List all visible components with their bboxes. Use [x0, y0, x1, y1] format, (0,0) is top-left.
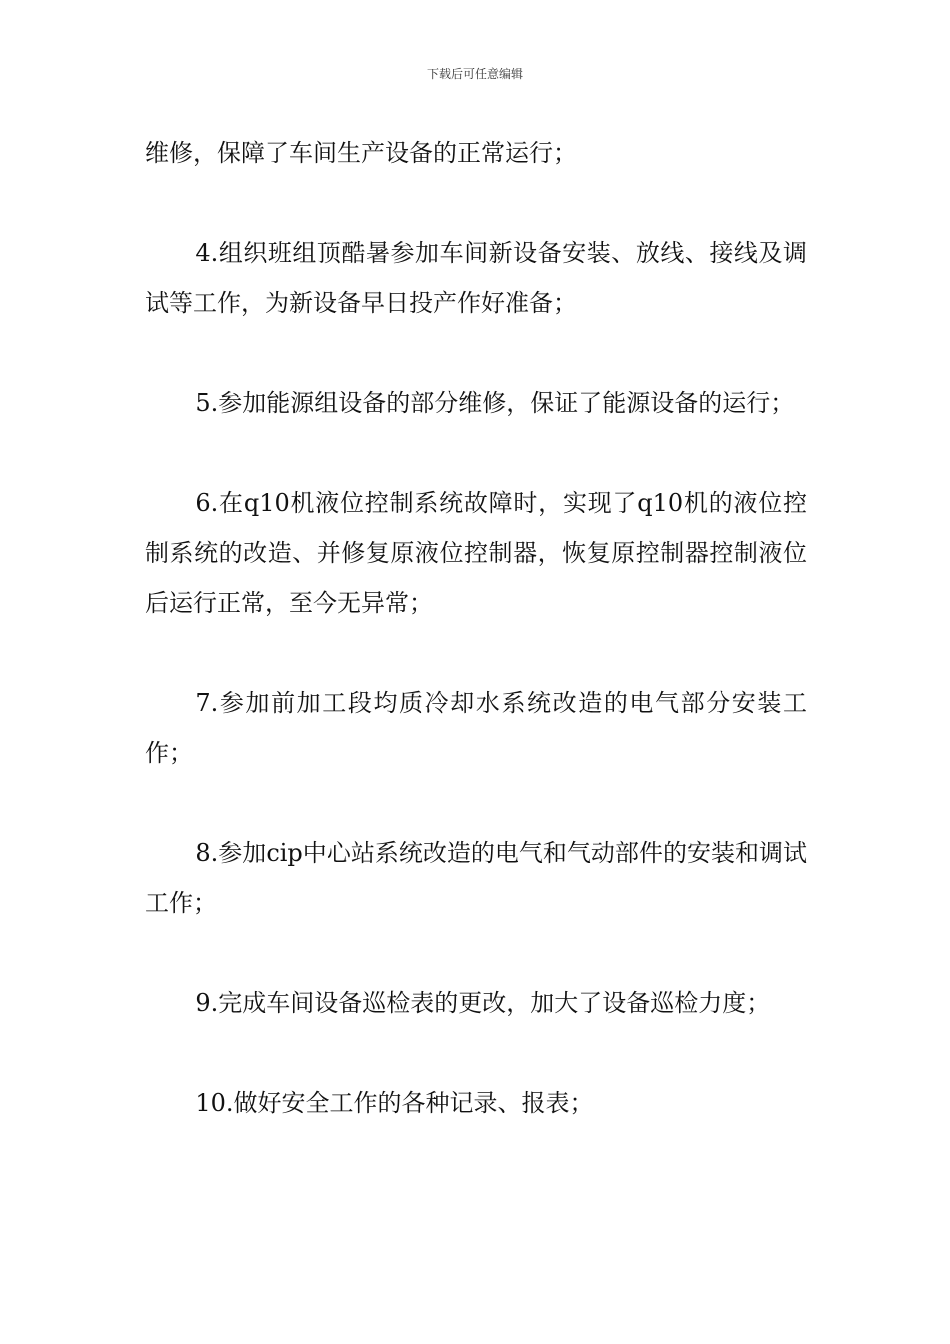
paragraph-item-8: 8.参加cip中心站系统改造的电气和气动部件的安装和调试工作；	[145, 839, 807, 917]
paragraph-item-10: 10.做好安全工作的各种记录、报表；	[195, 1089, 594, 1117]
paragraph-item-9: 9.完成车间设备巡检表的更改，加大了设备巡检力度；	[195, 989, 771, 1017]
paragraph-continuation: 维修，保障了车间生产设备的正常运行；	[145, 139, 577, 167]
paragraph-item-4: 4.组织班组顶酷暑参加车间新设备安装、放线、接线及调试等工作，为新设备早日投产作好准备；	[145, 239, 807, 317]
page-header: 下载后可任意编辑	[426, 67, 523, 81]
paragraph-item-6: 6.在q10机液位控制系统故障时，实现了q10机的液位控制系统的改造、并修复原液位控制器，恢复原控制器控制液位后运行正常，至今无异常；	[145, 489, 807, 617]
paragraph-item-5: 5.参加能源组设备的部分维修，保证了能源设备的运行；	[195, 389, 795, 417]
document-body	[145, 128, 807, 1128]
paragraph-item-7: 7.参加前加工段均质冷却水系统改造的电气部分安装工作；	[145, 689, 807, 767]
